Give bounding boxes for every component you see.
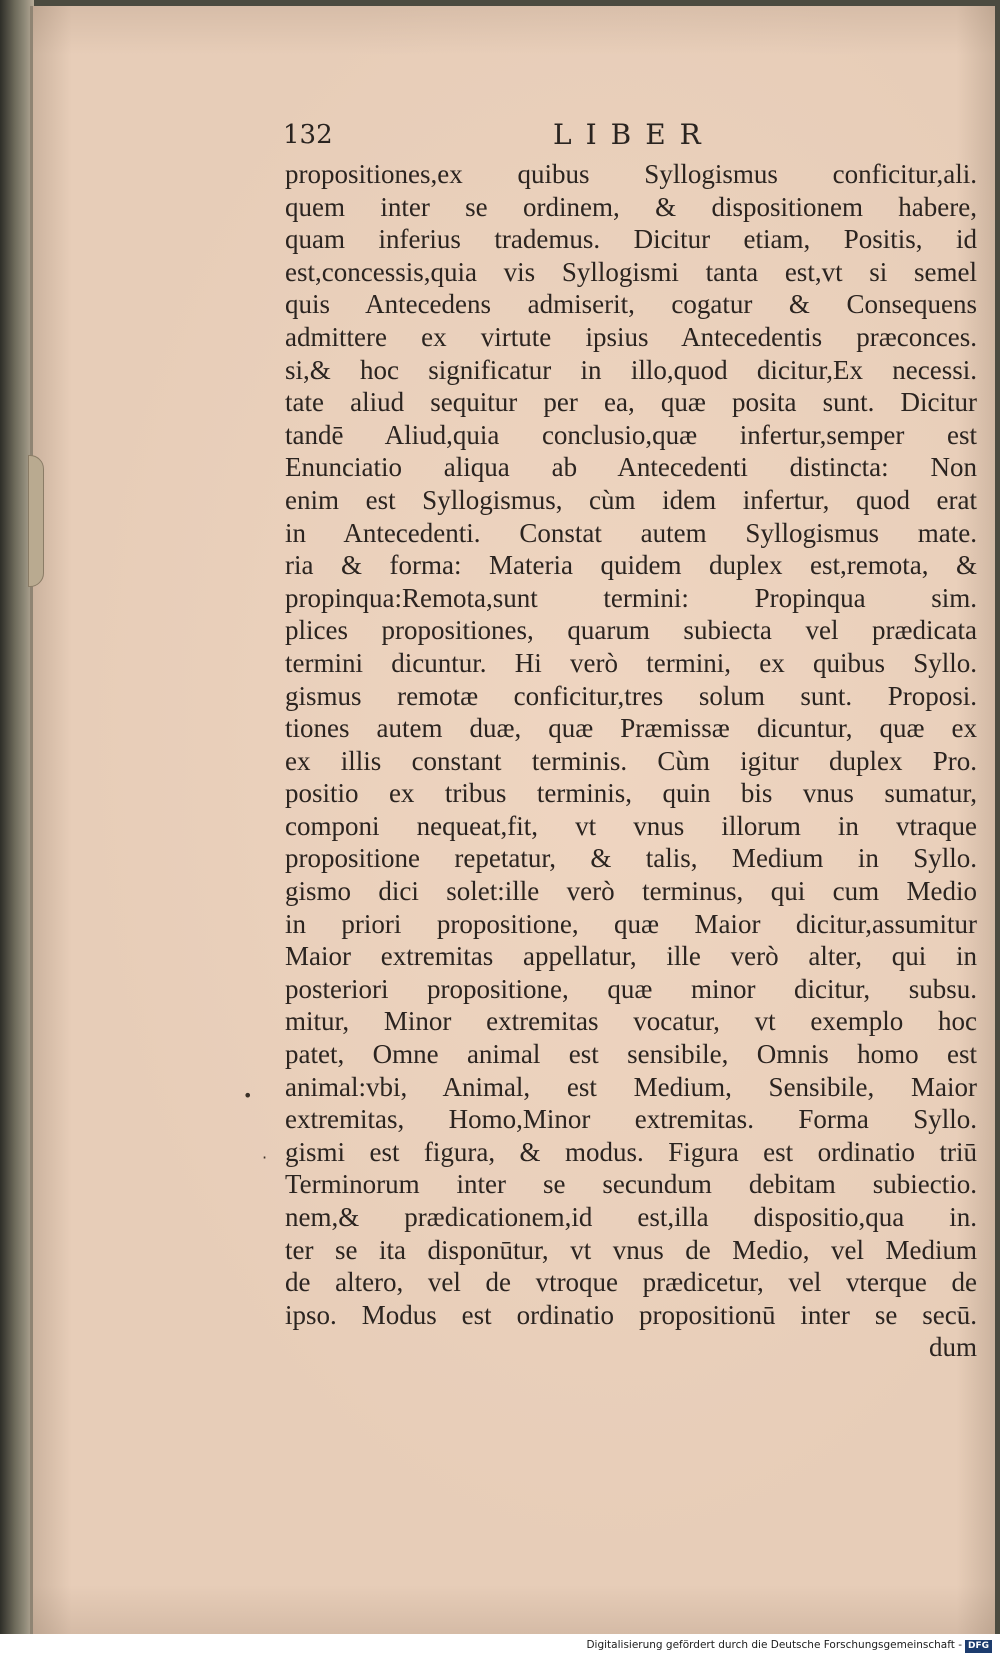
text-line: propositiones,ex quibus Syllogismus conficitur,ali. bbox=[285, 159, 977, 189]
page-clip-tab bbox=[28, 455, 44, 587]
text-line: posteriori propositione, quæ minor dicitur, subsu. bbox=[285, 973, 977, 1004]
footer-strip bbox=[0, 1634, 1000, 1656]
margin-dot-mark: • bbox=[243, 1086, 253, 1105]
text-line: gismus remotæ conficitur,tres solum sunt. Proposi. bbox=[285, 680, 977, 711]
text-line: in Antecedenti. Constat autem Syllogismus mate. bbox=[285, 517, 977, 548]
text-line: in priori propositione, quæ Maior dicitur,assumitur bbox=[285, 908, 977, 939]
text-line: propositione repetatur, & talis, Medium in Syllo. bbox=[285, 843, 977, 874]
text-line: extremitas, Homo,Minor extremitas. Forma Syllo. bbox=[285, 1104, 977, 1135]
text-line: ter se ita disponūtur, vt vnus de Medio, vel Medium bbox=[285, 1234, 977, 1265]
book-spine-edge bbox=[0, 0, 34, 1656]
text-line: termini dicuntur. Hi verò termini, ex quibus Syllo. bbox=[285, 647, 977, 678]
text-line: ex illis constant terminis. Cùm igitur duplex Pro. bbox=[285, 745, 977, 776]
text-line: admittere ex virtute ipsius Antecedentis præconces. bbox=[285, 321, 977, 352]
dfg-logo: DFG bbox=[965, 1640, 992, 1653]
digitization-credit bbox=[586, 1639, 992, 1653]
running-head: LIBER bbox=[553, 118, 715, 151]
text-line: propinqua:Remota,sunt termini: Propinqua sim. bbox=[285, 582, 977, 613]
text-line: positio ex tribus terminis, quin bis vnus sumatur, bbox=[285, 778, 977, 809]
text-line: plices propositiones, quarum subiecta vel prædicata bbox=[285, 615, 977, 646]
text-line: quis Antecedens admiserit, cogatur & Consequens bbox=[285, 289, 977, 320]
body-text bbox=[285, 158, 977, 1364]
text-line: mitur, Minor extremitas vocatur, vt exemplo hoc bbox=[285, 1006, 977, 1037]
text-line: tiones autem duæ, quæ Præmissæ dicuntur, quæ ex bbox=[285, 713, 977, 744]
text-line: enim est Syllogismus, cùm idem infertur, quod erat bbox=[285, 484, 977, 515]
credit-text: Digitalisierung gefördert durch die Deutsche Forschungsgemeinschaft - bbox=[586, 1639, 962, 1651]
text-line: Enunciatio aliqua ab Antecedenti distincta: Non bbox=[285, 452, 977, 483]
text-line: tate aliud sequitur per ea, quæ posita sunt. Dicitur bbox=[285, 387, 977, 418]
margin-dot-mark: · bbox=[262, 1148, 268, 1167]
text-line: quem inter se ordinem, & dispositionem habere, bbox=[285, 191, 977, 222]
text-line: Terminorum inter se secundum debitam subiectio. bbox=[285, 1169, 977, 1200]
page-header bbox=[283, 118, 973, 154]
text-line: est,concessis,quia vis Syllogismi tanta est,vt si semel bbox=[285, 256, 977, 287]
text-line: si,& hoc significatur in illo,quod dicitur,Ex necessi. bbox=[285, 354, 977, 385]
catchword: dum bbox=[928, 1332, 977, 1363]
text-line: de altero, vel de vtroque prædicetur, vel vterque de bbox=[285, 1267, 977, 1298]
text-line: ria & forma: Materia quidem duplex est,remota, & bbox=[285, 550, 977, 581]
text-line: Maior extremitas appellatur, ille verò alter, qui in bbox=[285, 941, 977, 972]
text-line: gismo dici solet:ille verò terminus, qui cum Medio bbox=[285, 876, 977, 907]
text-line: quam inferius trademus. Dicitur etiam, Positis, id bbox=[285, 224, 977, 255]
text-line: componi nequeat,fit, vt vnus illorum in vtraque bbox=[285, 810, 977, 841]
text-line: ipso. Modus est ordinatio propositionū inter se secū. bbox=[285, 1299, 977, 1330]
text-line: nem,& prædicationem,id est,illa dispositio,qua in. bbox=[285, 1202, 977, 1232]
text-line: tandē Aliud,quia conclusio,quæ infertur,semper est bbox=[285, 419, 977, 450]
text-line: patet, Omne animal est sensibile, Omnis homo est bbox=[285, 1039, 977, 1070]
text-line: animal:vbi, Animal, est Medium, Sensibile, Maior bbox=[285, 1071, 977, 1102]
text-line: gismi est figura, & modus. Figura est ordinatio triū bbox=[285, 1136, 977, 1167]
page-number: 132 bbox=[283, 120, 333, 150]
